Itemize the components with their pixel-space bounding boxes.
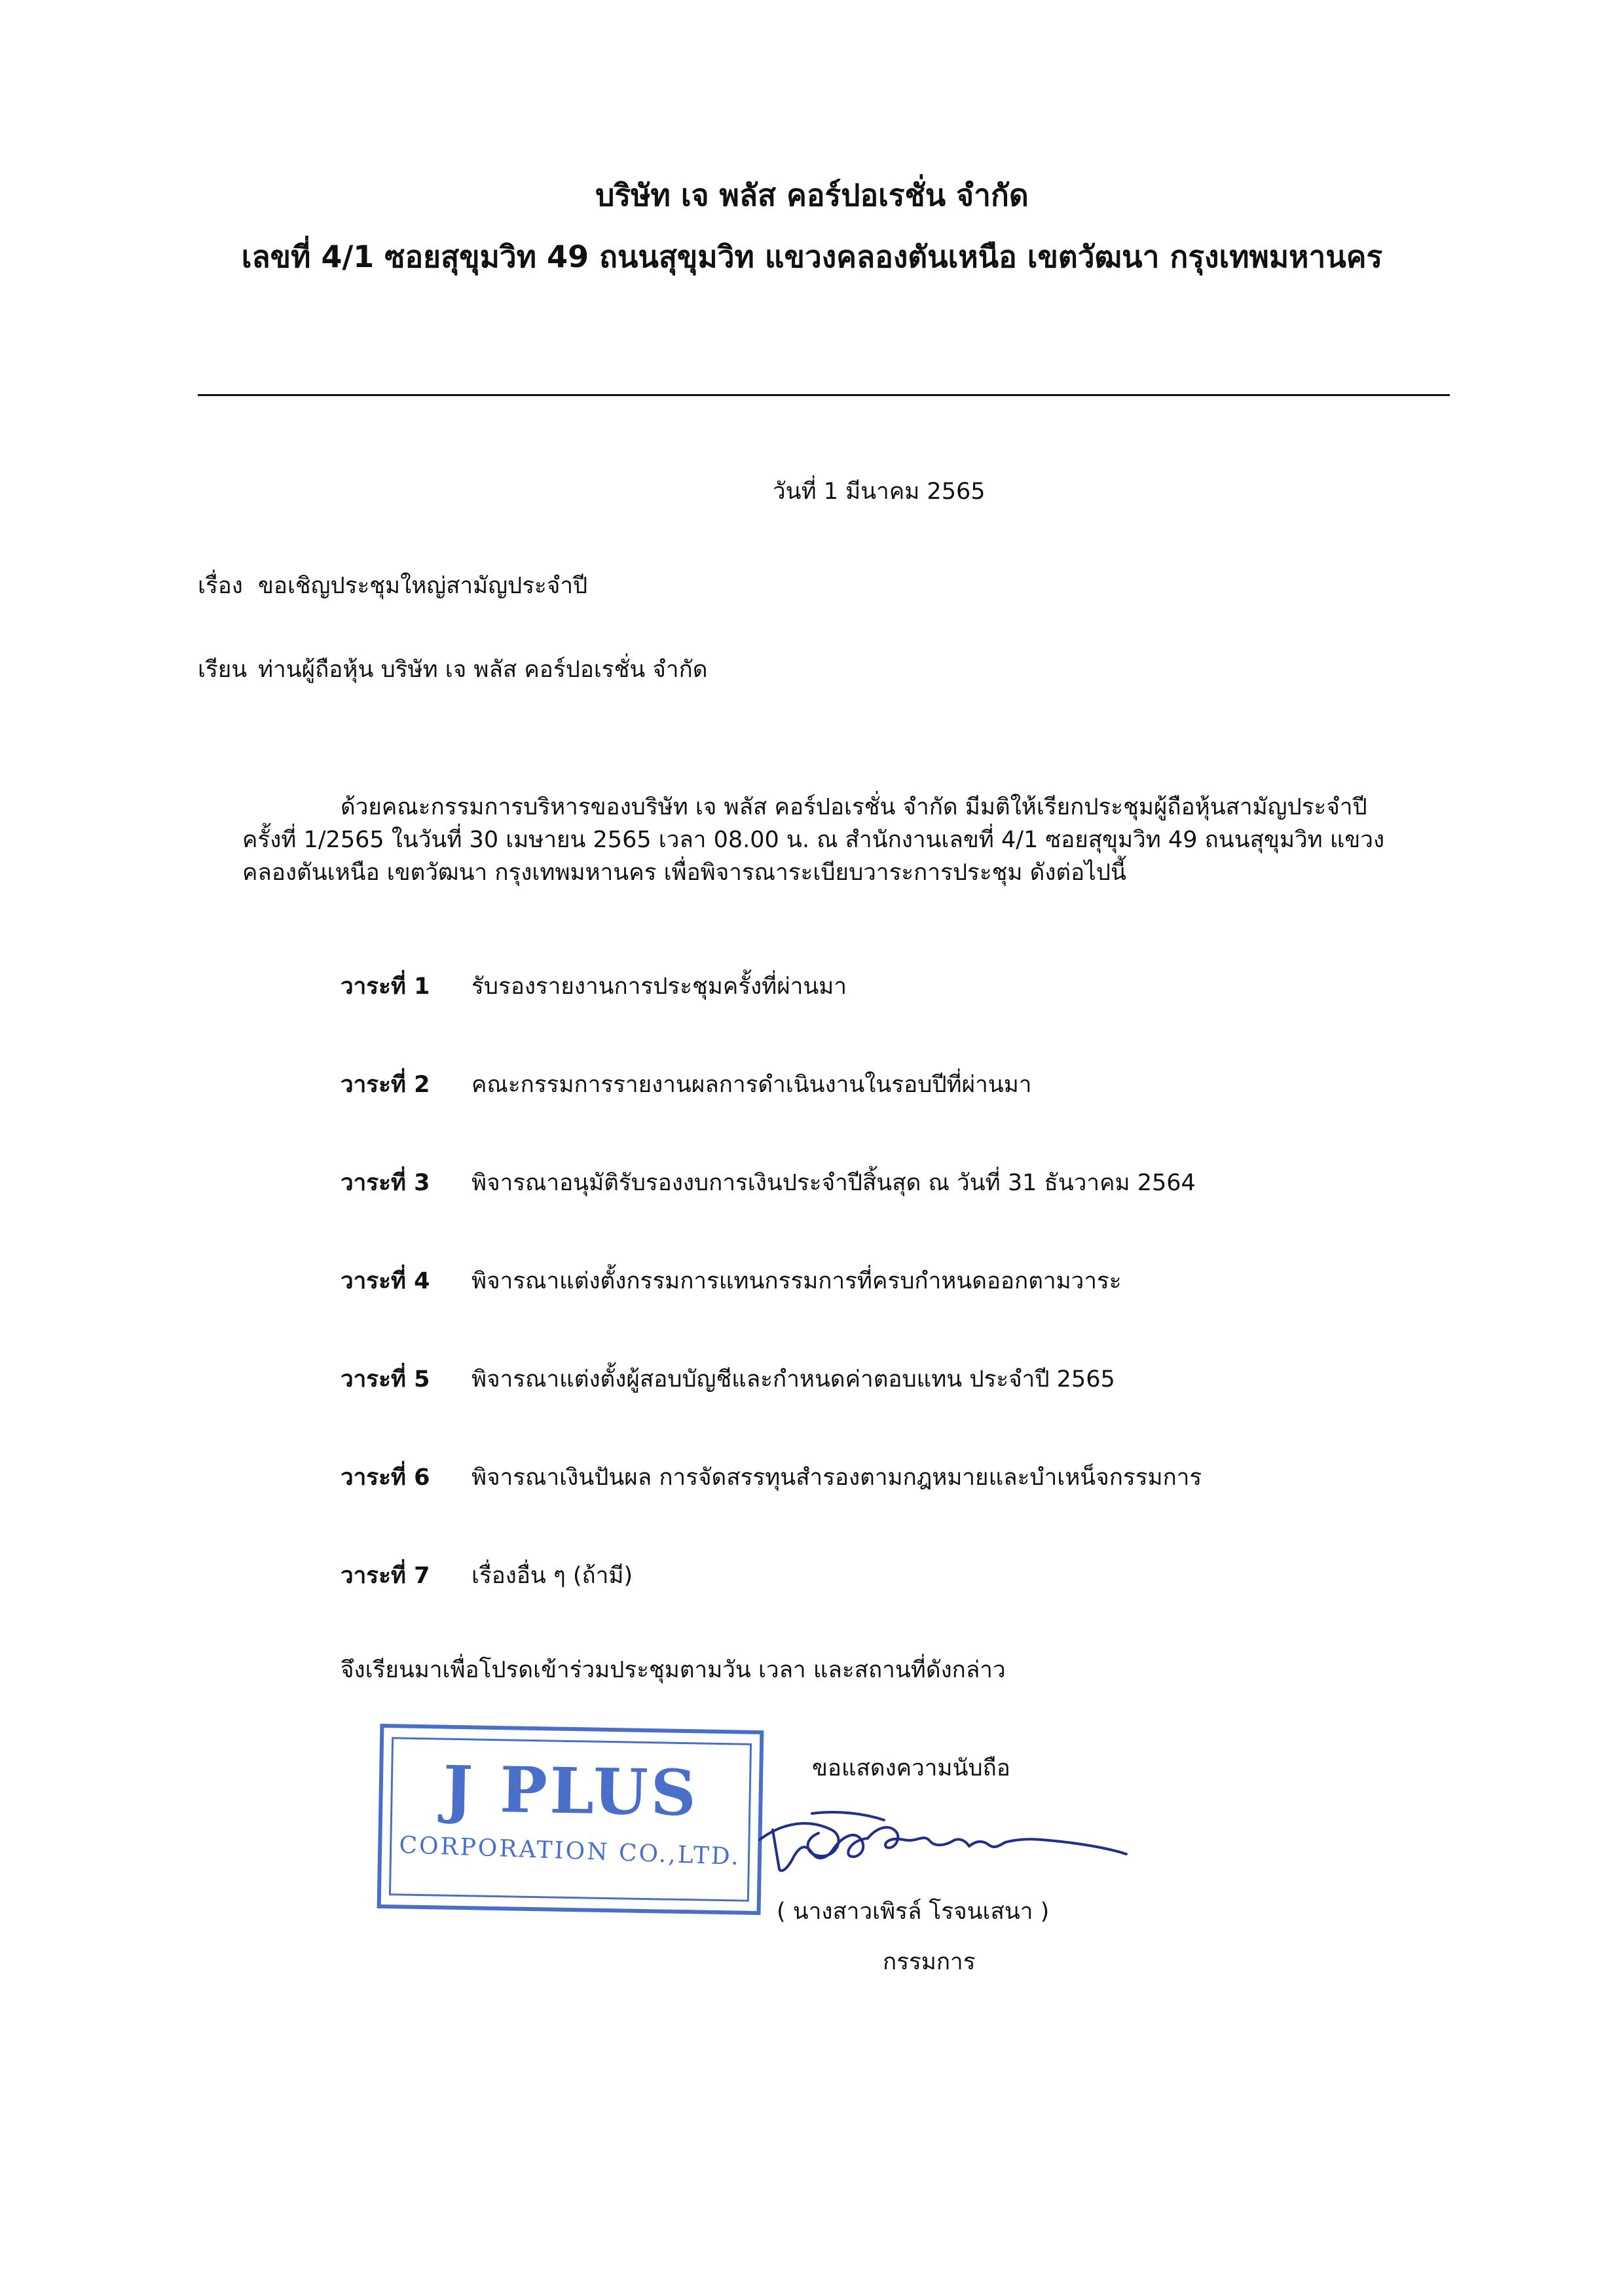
agenda-text: รับรองรายงานการประชุมครั้งที่ผ่านมา xyxy=(471,974,847,1000)
agenda-text: พิจารณาเงินปันผล การจัดสรรทุนสำรองตามกฎหมายและบำเหน็จกรรมการ xyxy=(471,1465,1202,1491)
header-divider xyxy=(198,394,1450,396)
agenda-item xyxy=(341,1461,1202,1494)
body-line: ด้วยคณะกรรมการบริหารของบริษัท เจ พลัส คอร์ปอเรชั่น จำกัด มีมติให้เรียกประชุมผู้ถือหุ้นสามัญประจำปี xyxy=(341,794,1367,820)
agenda-number: วาระที่ 5 xyxy=(341,1366,430,1393)
subject-label: เรื่อง xyxy=(198,573,243,599)
agenda-item xyxy=(341,1265,1122,1298)
agenda-item xyxy=(341,1068,1031,1101)
agenda-number: วาระที่ 1 xyxy=(341,974,430,1000)
agenda-text: พิจารณาแต่งตั้งผู้สอบบัญชีและกำหนดค่าตอบแทน ประจำปี 2565 xyxy=(471,1366,1115,1393)
closing-sentence: จึงเรียนมาเพื่อโปรดเข้าร่วมประชุมตามวัน เวลา และสถานที่ดังกล่าว xyxy=(341,1657,1006,1683)
regards: ขอแสดงความนับถือ xyxy=(812,1755,1010,1781)
agenda-item xyxy=(341,1167,1196,1199)
company-address: เลขที่ 4/1 ซอยสุขุมวิท 49 ถนนสุขุมวิท แขวงคลองตันเหนือ เขตวัฒนา กรุงเทพมหานคร xyxy=(241,239,1383,274)
signer-name: ( นางสาวเพิรล์ โรจนเสนา ) xyxy=(777,1899,1050,1925)
stamp-subtitle: CORPORATION CO.,LTD. xyxy=(398,1831,741,1871)
agenda-item xyxy=(341,1363,1115,1396)
subject-row xyxy=(198,570,587,602)
body-line: ครั้งที่ 1/2565 ในวันที่ 30 เมษายน 2565 เวลา 08.00 น. ณ สำนักงานเลขที่ 4/1 ซอยสุขุมวิท 49 ถนนสุขุมวิท แขวง xyxy=(242,827,1385,853)
agenda-number: วาระที่ 2 xyxy=(341,1072,430,1098)
agenda-number: วาระที่ 3 xyxy=(341,1170,430,1196)
agenda-number: วาระที่ 7 xyxy=(341,1563,430,1589)
recipient-row xyxy=(198,653,708,686)
agenda-number: วาระที่ 6 xyxy=(341,1465,430,1491)
agenda-text: คณะกรรมการรายงานผลการดำเนินงานในรอบปีที่ผ่านมา xyxy=(471,1072,1032,1098)
agenda-item xyxy=(341,970,847,1003)
agenda-text: พิจารณาอนุมัติรับรองงบการเงินประจำปีสิ้นสุด ณ วันที่ 31 ธันวาคม 2564 xyxy=(471,1170,1196,1196)
letter-date: วันที่ 1 มีนาคม 2565 xyxy=(773,479,986,505)
agenda-text: พิจารณาแต่งตั้งกรรมการแทนกรรมการที่ครบกำหนดออกตามวาระ xyxy=(471,1268,1122,1294)
body-line: คลองตันเหนือ เขตวัฒนา กรุงเทพมหานคร เพื่อพิจารณาระเบียบวาระการประชุม ดังต่อไปนี้ xyxy=(242,860,1126,886)
agenda-item xyxy=(341,1559,633,1592)
company-stamp xyxy=(377,1724,764,1915)
company-name: บริษัท เจ พลัส คอร์ปอเรชั่น จำกัด xyxy=(595,177,1029,213)
subject-text: ขอเชิญประชุมใหญ่สามัญประจำปี xyxy=(258,573,588,599)
handwritten-signature xyxy=(733,1794,1139,1892)
agenda-number: วาระที่ 4 xyxy=(341,1268,430,1294)
recipient-label: เรียน xyxy=(198,657,248,683)
signer-position: กรรมการ xyxy=(883,1949,976,1975)
stamp-title: J PLUS xyxy=(442,1751,699,1831)
recipient-text: ท่านผู้ถือหุ้น บริษัท เจ พลัส คอร์ปอเรชั่น จำกัด xyxy=(258,657,708,683)
body-paragraph xyxy=(242,791,1483,889)
agenda-text: เรื่องอื่น ๆ (ถ้ามี) xyxy=(471,1563,633,1589)
